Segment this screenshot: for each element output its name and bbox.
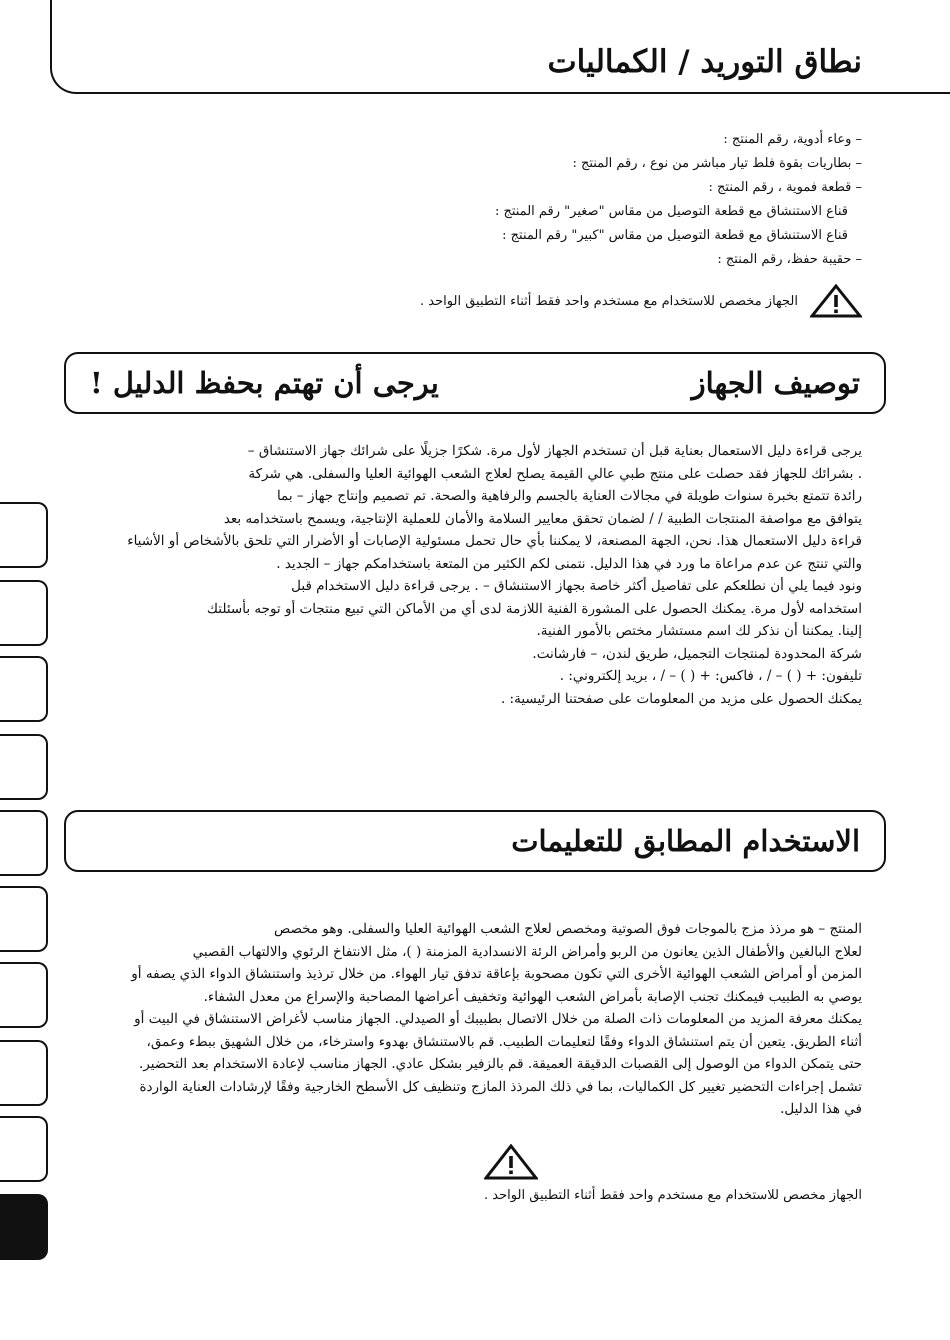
text-line: رائدة تتمتع بخبرة سنوات طويلة في مجالات العناية بالجسم والرفاهية والصحة. تم تصميم وإنتاج جهاز – بما — [276, 488, 862, 504]
section-device-description — [64, 352, 886, 414]
chapter-tab — [0, 502, 48, 568]
chapter-tab — [0, 962, 48, 1028]
supply-item: – قطعة فموية ، رقم المنتج : — [708, 180, 862, 195]
supply-item: – بطاريات بقوة فلط تيار مباشر من نوع ، رقم المنتج : — [572, 156, 862, 171]
supply-subitem: قناع الاستنشاق مع قطعة التوصيل من مقاس "كبير" رقم المنتج : — [502, 228, 848, 243]
single-user-warning — [420, 284, 862, 318]
text-line: يمكنك معرفة المزيد من المعلومات ذات الصلة من خلال الاتصال بطبيبك أو الصيدلي. الجهاز مناسب لأغراض الاستنشاق في البيت أو — [134, 1011, 862, 1027]
section-intended-use — [64, 810, 886, 872]
text-line: شركة المحدودة لمنتجات التجميل، طريق لندن، – فارشانت. — [532, 645, 862, 662]
supply-item: – وعاء أدوية، رقم المنتج : — [723, 132, 862, 147]
warning-triangle-icon — [484, 1144, 538, 1180]
device-description-text — [42, 440, 862, 710]
text-line: يوصي به الطبيب فيمكنك تجنب الإصابة بأمراض الشعب الهوائية وتخفيف أعراضها المصاحبة والإسراع من معدل الشفاء. — [203, 988, 862, 1005]
text-line: تليفون: + ( ) – / ، فاكس: + ( ) – / ، بريد إلكتروني: . — [559, 668, 862, 684]
text-line: لعلاج البالغين والأطفال الذين يعانون من الربو وأمراض الرئة الانسدادية المزمنة ( )، مثل الانتفاخ الرئوي والالتهاب القصبي — [192, 943, 862, 960]
warning-text: الجهاز مخصص للاستخدام مع مستخدم واحد فقط أثناء التطبيق الواحد . — [484, 1188, 862, 1203]
section-heading: الاستخدام المطابق للتعليمات — [511, 824, 860, 858]
text-line: استخدامه لأول مرة. يمكنك الحصول على المشورة الفنية اللازمة لدى أي من الأماكن التي تبيع منتجات أو توجه بأسئلتك — [206, 600, 862, 617]
single-user-warning-2 — [484, 1144, 862, 1203]
chapter-tab — [0, 734, 48, 800]
chapter-tab — [0, 656, 48, 722]
page-title: نطاق التوريد / الكماليات — [547, 44, 862, 80]
text-line: المزمن أو أمراض الشعب الهوائية الأخرى التي تكون مصحوبة بإعاقة تدفق تيار الهواء. من خلال ترذيذ واستنشاق الدواء الذي يصفه أو — [131, 966, 862, 982]
text-line: إلينا. يمكننا أن نذكر لك اسم مستشار مختص بالأمور الفنية. — [536, 623, 862, 639]
text-line: المنتج – هو مرذذ مزج بالموجات فوق الصوتية ومخصص لعلاج الشعب الهوائية العليا والسفلى. وهو مخصص — [273, 921, 862, 937]
chapter-tab — [0, 1116, 48, 1182]
section-heading-note: يرجى أن تهتم بحفظ الدليل ! — [90, 366, 439, 400]
chapter-tab — [0, 886, 48, 952]
chapter-tab — [0, 810, 48, 876]
chapter-tab-active — [0, 1194, 48, 1260]
text-line: يتوافق مع مواصفة المنتجات الطبية / / لضمان تحقق معايير السلامة والأمان للعملية الإنتاجية، ويسمح باستخدامه بعد — [223, 510, 862, 527]
text-line: يمكنك الحصول على مزيد من المعلومات على صفحتنا الرئيسية: . — [500, 690, 862, 707]
text-line: تشمل إجراءات التحضير تغيير كل الكماليات، بما في ذلك المرذذ المازج وتنظيف كل الأسطح الخارجية وفقًا لإرشادات العناية الواردة — [139, 1078, 862, 1095]
supply-subitem: قناع الاستنشاق مع قطعة التوصيل من مقاس "صغير" رقم المنتج : — [494, 204, 848, 219]
text-line: أثناء الطريق. يتعين أن يتم استنشاق الدواء وفقًا لتعليمات الطبيب. قم بالاستنشاق بهدوء واسترخاء، من خلال الشهيق ببطء وعمق، — [146, 1033, 862, 1050]
warning-triangle-icon — [810, 284, 862, 318]
text-line: . بشرائك للجهاز فقد حصلت على منتج طبي عالي القيمة يصلح لعلاج الشعب الهوائية العليا والسفلى. هي شركة — [248, 465, 862, 482]
chapter-tab — [0, 580, 48, 646]
text-line: والتي تنتج عن عدم مراعاة ما ورد في هذا الدليل. نتمنى لكم الكثير من المتعة باستخدامكم جهاز – الجديد . — [276, 555, 862, 572]
supply-list — [342, 128, 862, 272]
text-line: قراءة دليل الاستعمال هذا. نحن، الجهة المصنعة، لا يمكننا بأي حال تحمل مسئولية الإصابات أو الأضرار التي تلحق بالأشخاص أو الأشياء — [127, 533, 862, 549]
warning-text: الجهاز مخصص للاستخدام مع مستخدم واحد فقط أثناء التطبيق الواحد . — [420, 293, 798, 309]
text-line: يرجى قراءة دليل الاستعمال بعناية قبل أن تستخدم الجهاز لأول مرة. شكرًا جزيلًا على شرائك جهاز الاستنشاق – — [247, 443, 862, 459]
supply-item: – حقيبة حفظ، رقم المنتج : — [717, 252, 862, 267]
section-heading: توصيف الجهاز — [691, 366, 860, 400]
text-line: ونود فيما يلي أن نطلعكم على تفاصيل أكثر خاصة بجهاز الاستنشاق – . يرجى قراءة دليل الاستخدام قبل — [291, 578, 862, 594]
intended-use-text — [42, 918, 862, 1121]
text-line: في هذا الدليل. — [780, 1101, 862, 1117]
text-line: حتى يتمكن الدواء من الوصول إلى القصبات الدقيقة العميقة. قم بالزفير بشكل عادي. الجهاز مناسب لإعادة الاستخدام بعد التحضير. — [138, 1056, 862, 1072]
chapter-tab — [0, 1040, 48, 1106]
